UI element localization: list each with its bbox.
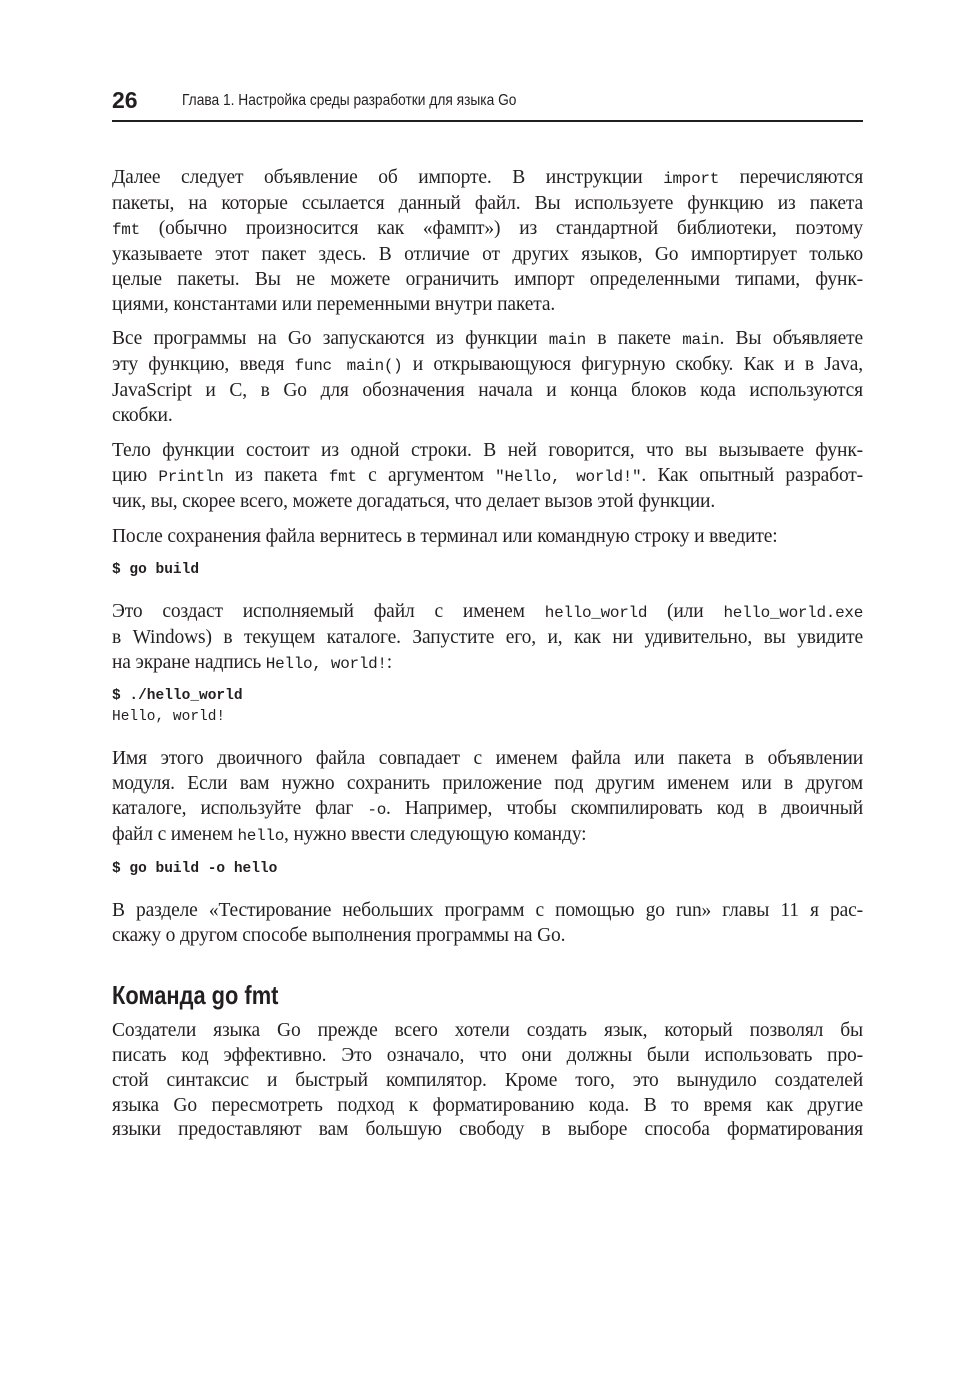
page-number: 26 xyxy=(112,87,138,113)
code-output-line: Hello, world! xyxy=(112,709,226,726)
text-line: Тело функции состоит из одной строки. В ней говорится, что вы вызываете функ- xyxy=(112,440,863,462)
page-header xyxy=(112,86,863,122)
text-line: Создатели языка Go прежде всего хотели создать язык, который позволял бы xyxy=(112,1019,863,1041)
text-line: fmt (обычно произносится как «фампт») из стандартной библиотеки, поэтому xyxy=(112,217,863,239)
inline-code: "Hello, world!" xyxy=(495,467,642,486)
page-content xyxy=(112,166,863,1153)
text-line: чик, вы, скорее всего, можете догадаться, что делает вызов этой функции. xyxy=(112,490,716,512)
text-line: каталоге, используйте флаг -o. Например, чтобы скомпилировать код в двоичный xyxy=(112,798,863,820)
inline-code: fmt xyxy=(328,467,357,486)
body-paragraph xyxy=(112,327,863,429)
section-heading: Команда go fmt xyxy=(112,979,279,1010)
text-line: на экране надпись Hello, world!: xyxy=(112,651,392,673)
inline-code: main xyxy=(548,331,586,350)
code-block xyxy=(112,859,863,880)
inline-code: -o xyxy=(367,801,387,820)
text-line: эту функцию, введя func main() и открывающуюся фигурную скобку. Как и в Java, xyxy=(112,354,863,376)
inline-code: main xyxy=(682,331,720,350)
code-command-line: $ go build xyxy=(112,561,200,578)
text-line: языки предоставляют вам большую свободу в выборе способа форматирования xyxy=(112,1119,863,1141)
text-line: цию Println из пакета fmt с аргументом "Hello, world!". Как опытный разработ- xyxy=(112,464,864,486)
text-line: языка Go пересмотреть подход к форматированию кода. В то время как другие xyxy=(112,1094,863,1116)
code-block xyxy=(112,686,863,728)
code-command-line: $ go build -o hello xyxy=(112,861,278,878)
inline-code: func main() xyxy=(294,357,403,376)
inline-code: hello_world.exe xyxy=(723,603,863,622)
text-line: модуля. Если вам нужно сохранить приложение под другим именем или в другом xyxy=(112,773,863,795)
text-line: в Windows) в текущем каталоге. Запустите его, и, как ни удивительно, вы увидите xyxy=(112,626,863,648)
text-line: скобки. xyxy=(112,405,173,427)
body-paragraph xyxy=(112,525,863,550)
text-line: указываете этот пакет здесь. В отличие от других языков, Go импортирует только xyxy=(112,243,863,265)
text-line: В разделе «Тестирование небольших программ с помощью go run» главы 11 я рас- xyxy=(112,900,863,922)
text-line: целые пакеты. Вы не можете ограничить импорт определенными типами, функ- xyxy=(112,268,863,290)
body-paragraph xyxy=(112,747,863,849)
inline-code: Hello, world! xyxy=(265,654,387,673)
text-line: циями, константами или переменными внутри пакета. xyxy=(112,293,556,315)
text-line: Далее следует объявление об импорте. В инструкции import перечисляются xyxy=(112,167,864,188)
body-paragraph xyxy=(112,166,863,317)
header-rule xyxy=(112,120,863,122)
inline-code: hello xyxy=(237,827,285,846)
inline-code: fmt xyxy=(112,220,140,239)
code-command-line: $ ./hello_world xyxy=(112,688,243,705)
inline-code: import xyxy=(663,170,720,188)
running-title: Глава 1. Настройка среды разработки для языка Go xyxy=(182,92,517,109)
inline-code: Println xyxy=(158,467,224,486)
text-line: Имя этого двоичного файла совпадает с именем файла или пакета в объявлении xyxy=(112,748,863,770)
text-line: пакеты, на которые ссылается данный файл. Вы используете функцию из пакета xyxy=(112,192,863,214)
text-line: JavaScript и C, в Go для обозначения начала и конца блоков кода используются xyxy=(112,380,863,402)
text-line: писать код эффективно. Это означало, что они должны были использовать про- xyxy=(112,1044,863,1066)
inline-code: hello_world xyxy=(544,603,648,622)
body-paragraph xyxy=(112,1019,863,1144)
body-paragraph xyxy=(112,439,863,515)
text-line: Все программы на Go запускаются из функции main в пакете main. Вы объявляете xyxy=(112,328,863,350)
body-paragraph xyxy=(112,600,863,677)
text-line: файл с именем hello, нужно ввести следующую команду: xyxy=(112,824,587,846)
text-line: После сохранения файла вернитесь в терминал или командную строку и введите: xyxy=(112,525,778,547)
body-paragraph xyxy=(112,899,863,949)
text-line: скажу о другом способе выполнения программы на Go. xyxy=(112,924,566,946)
text-line: Это создаст исполняемый файл с именем hello_world (или hello_world.exe xyxy=(112,600,863,622)
text-line: стой синтаксис и быстрый компилятор. Кроме того, это вынудило создателей xyxy=(112,1069,863,1091)
code-block xyxy=(112,560,863,581)
